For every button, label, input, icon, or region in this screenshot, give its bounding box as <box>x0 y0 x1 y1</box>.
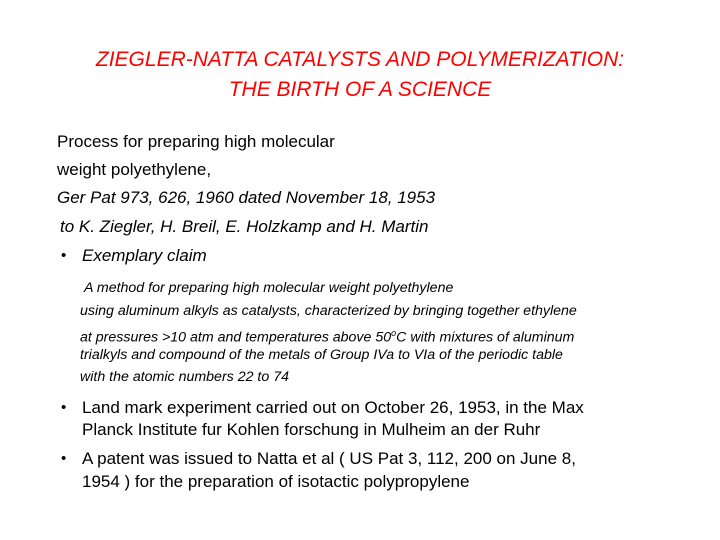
inventors-line: to K. Ziegler, H. Breil, E. Holzkamp and H. Martin <box>60 217 429 236</box>
patent-line-2: 1954 ) for the preparation of isotactic polypropylene <box>82 472 470 491</box>
claim-line-4: trialkyls and compound of the metals of Group IVa to VIa of the periodic table <box>80 347 563 363</box>
patent-reference: Ger Pat 973, 626, 1960 dated November 18, 1953 <box>57 188 436 207</box>
patent-line-1: A patent was issued to Natta et al ( US Pat 3, 112, 200 on June 8, <box>82 449 576 468</box>
bullet-marker: • <box>61 399 67 416</box>
title-line-1: ZIEGLER-NATTA CATALYSTS AND POLYMERIZATION: <box>95 48 625 71</box>
intro-line-2: weight polyethylene, <box>57 160 212 179</box>
claim-heading: Exemplary claim <box>82 246 207 265</box>
bullet-marker: • <box>61 247 67 264</box>
claim-line-5: with the atomic numbers 22 to 74 <box>80 369 289 385</box>
bullet-marker: • <box>61 450 67 467</box>
landmark-line-1: Land mark experiment carried out on October 26, 1953, in the Max <box>82 398 584 417</box>
landmark-line-2: Planck Institute fur Kohlen forschung in Mulheim an der Ruhr <box>82 420 541 439</box>
claim-line-1: A method for preparing high molecular weight polyethylene <box>84 280 454 296</box>
claim-line-3: at pressures >10 atm and temperatures above 50$^o$C with mixtures of aluminum <box>80 328 575 346</box>
intro-line-1: Process for preparing high molecular <box>57 132 335 151</box>
claim-line-2: using aluminum alkyls as catalysts, characterized by bringing together ethylene <box>80 303 577 319</box>
title-line-2: THE BIRTH OF A SCIENCE <box>228 78 492 101</box>
